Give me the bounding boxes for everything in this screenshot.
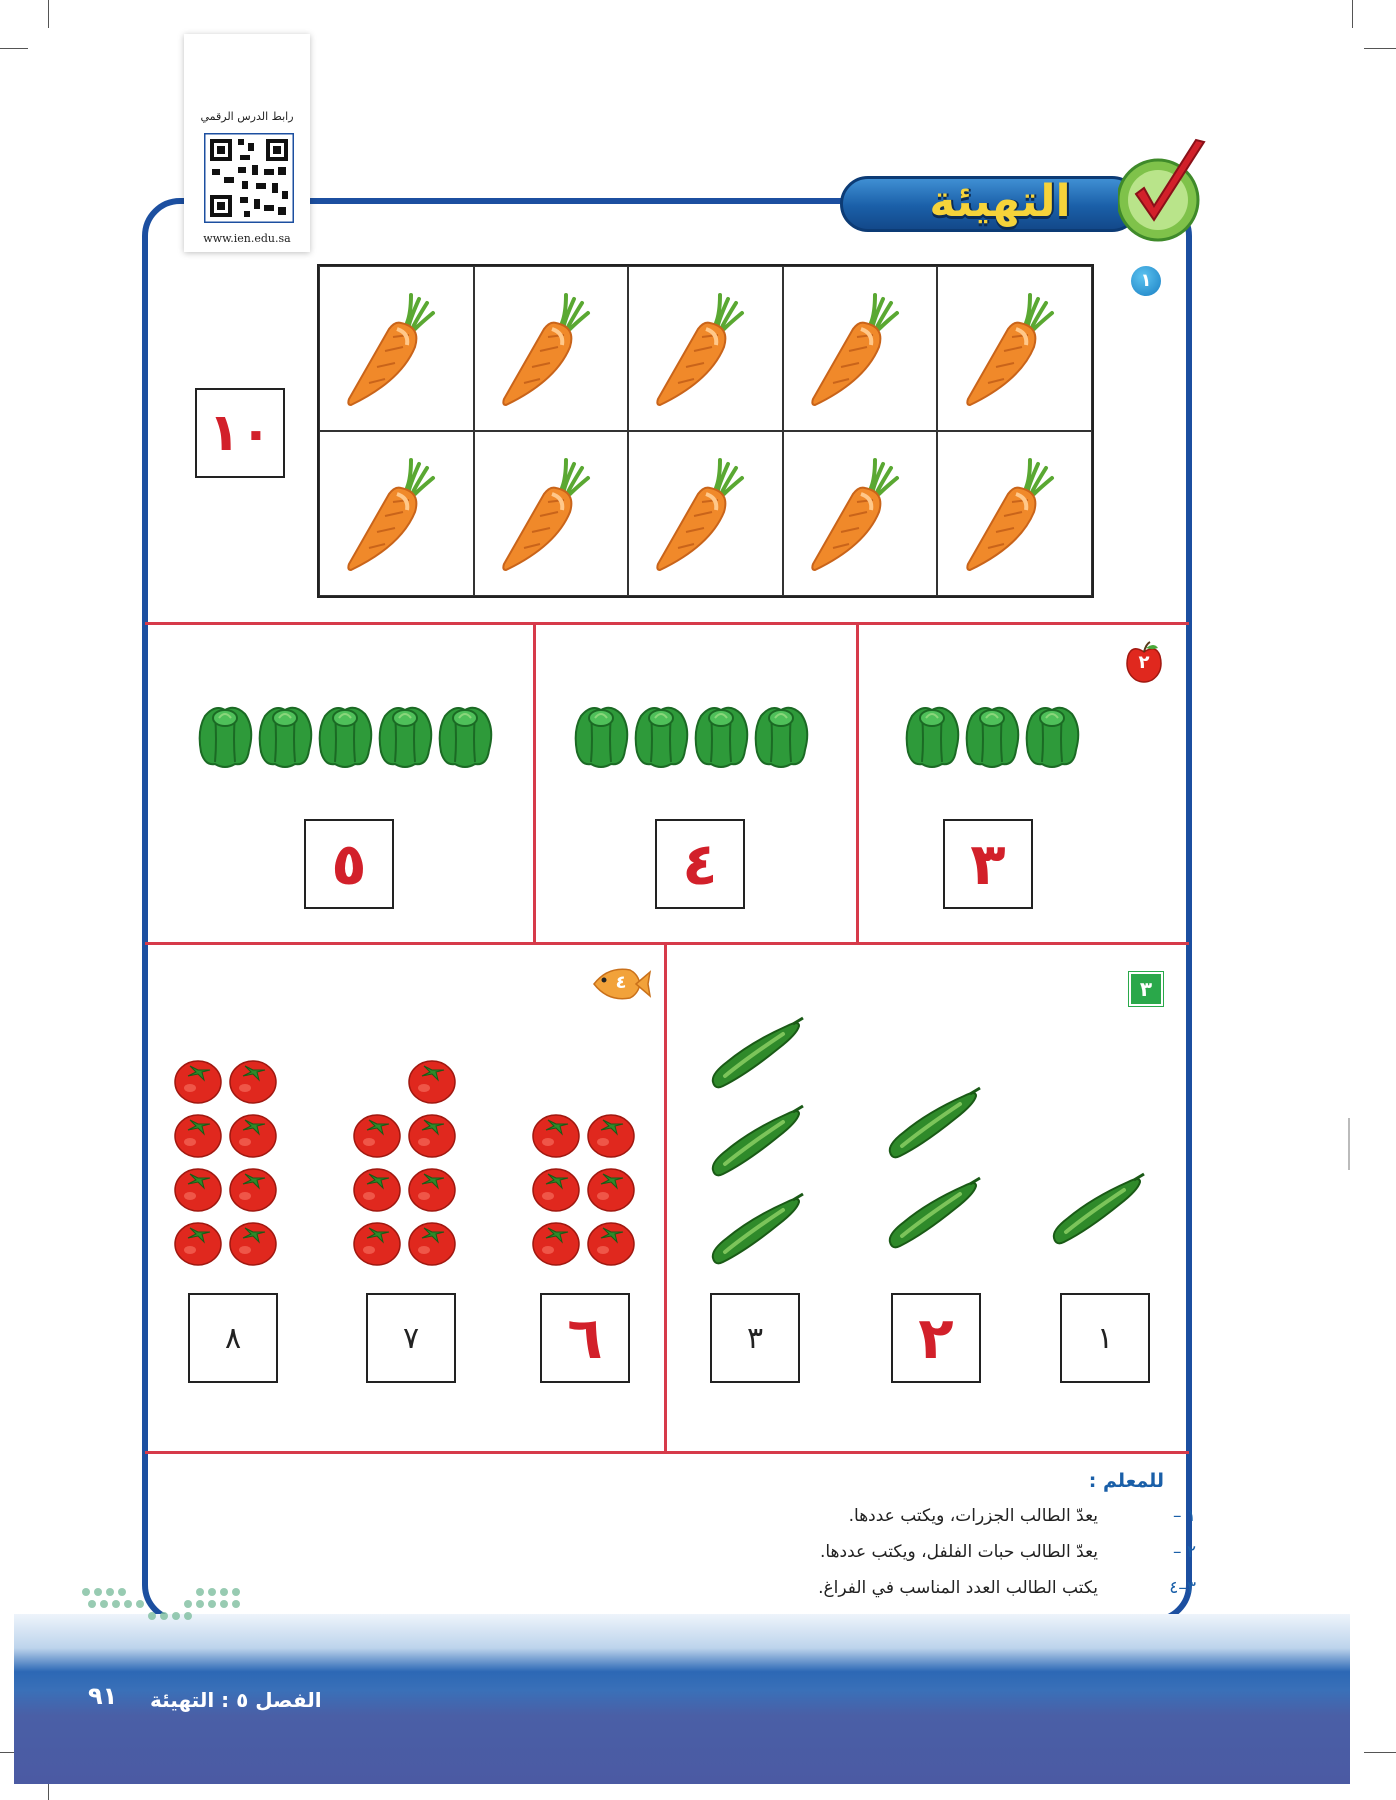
answer-cucumbers-1: ١	[1096, 1320, 1114, 1356]
crop-mark	[48, 0, 49, 28]
carrot-cell	[319, 431, 474, 596]
crop-mark	[1348, 1118, 1350, 1170]
note-text: يعدّ الطالب حبات الفلفل، ويكتب عددها.	[819, 1542, 1098, 1562]
carrot-icon	[341, 452, 451, 576]
answer-carrots: ١٠	[208, 403, 272, 463]
answer-box-cucumbers-1[interactable]	[1060, 1293, 1150, 1383]
tomato-group-7	[353, 1058, 457, 1278]
exercise-4-badge: ٤	[615, 972, 627, 993]
cucumber-group-3	[707, 1016, 817, 1282]
cucumber-icons	[1048, 1172, 1158, 1258]
answer-box-carrots[interactable]	[195, 388, 285, 478]
pepper-group-5	[195, 696, 505, 776]
crop-mark	[1352, 0, 1353, 28]
tomato-group-6	[532, 1112, 636, 1278]
pepper-icons	[902, 696, 1092, 772]
section-divider	[145, 942, 1189, 945]
crop-mark	[1364, 1752, 1396, 1753]
note-number: ٣–٤	[1169, 1578, 1196, 1598]
footer-chapter: الفصل ٥ : التهيئة	[150, 1688, 322, 1712]
answer-box-peppers-5[interactable]	[304, 819, 394, 909]
exercise-2-badge: ٢	[1138, 652, 1150, 673]
section-divider	[856, 622, 859, 942]
ministry-logo-icon	[80, 1582, 250, 1642]
cucumber-group-2	[884, 1086, 994, 1266]
carrot-icon	[805, 452, 915, 576]
carrot-cell	[783, 266, 938, 431]
tomato-icons	[532, 1112, 636, 1274]
cucumber-icons	[707, 1016, 817, 1278]
carrot-cell	[474, 266, 629, 431]
page-title: التهيئة	[929, 176, 1071, 227]
answer-box-peppers-3[interactable]	[943, 819, 1033, 909]
carrot-cell	[937, 431, 1092, 596]
pepper-icons	[195, 696, 505, 772]
carrot-icon	[650, 287, 760, 411]
answer-tomatoes-6: ٦	[567, 1304, 603, 1372]
carrot-cell	[783, 431, 938, 596]
answer-box-cucumbers-3[interactable]	[710, 1293, 800, 1383]
answer-tomatoes-7: ٧	[402, 1320, 420, 1356]
carrot-ten-frame	[317, 264, 1094, 598]
section-divider	[145, 1451, 1189, 1454]
crop-mark	[0, 48, 28, 49]
crop-mark	[1364, 48, 1396, 49]
note-number: ١ –	[1172, 1506, 1196, 1526]
carrot-icon	[341, 287, 451, 411]
note-text: يعدّ الطالب الجزرات، ويكتب عددها.	[848, 1506, 1098, 1526]
carrot-cell	[319, 266, 474, 431]
cucumber-icons	[884, 1086, 994, 1262]
answer-cucumbers-3: ٣	[746, 1320, 764, 1356]
note-number: ٢ –	[1172, 1542, 1196, 1562]
checkmark-icon	[1118, 136, 1210, 248]
answer-peppers-3: ٣	[970, 830, 1006, 898]
exercise-3-badge: ٣	[1129, 972, 1163, 1006]
carrot-icon	[960, 287, 1070, 411]
pepper-group-4	[571, 696, 821, 776]
answer-box-tomatoes-7[interactable]	[366, 1293, 456, 1383]
carrot-cell	[628, 266, 783, 431]
qr-url[interactable]: www.ien.edu.sa	[203, 232, 291, 245]
cucumber-group-1	[1048, 1172, 1158, 1262]
carrot-cell	[474, 431, 629, 596]
answer-tomatoes-8: ٨	[224, 1320, 242, 1356]
section-divider	[533, 622, 536, 942]
answer-peppers-4: ٤	[682, 830, 718, 898]
qr-code-icon[interactable]	[204, 133, 294, 223]
answer-box-tomatoes-8[interactable]	[188, 1293, 278, 1383]
carrot-icon	[496, 287, 606, 411]
note-text: يكتب الطالب العدد المناسب في الفراغ.	[818, 1578, 1098, 1598]
pepper-group-3	[902, 696, 1092, 776]
carrot-icon	[496, 452, 606, 576]
answer-box-cucumbers-2[interactable]	[891, 1293, 981, 1383]
tomato-icons	[174, 1058, 278, 1274]
section-divider	[664, 942, 667, 1452]
carrot-icon	[805, 287, 915, 411]
carrot-icon	[960, 452, 1070, 576]
section-divider	[145, 622, 1189, 625]
tomato-icons	[353, 1058, 457, 1274]
qr-label: رابط الدرس الرقمي	[200, 110, 294, 123]
carrot-icon	[650, 452, 760, 576]
carrot-cell	[937, 266, 1092, 431]
page-number: ٩١	[88, 1682, 118, 1710]
carrot-cell	[628, 431, 783, 596]
answer-cucumbers-2: ٢	[918, 1304, 954, 1372]
tomato-group-8	[174, 1058, 278, 1278]
answer-peppers-5: ٥	[331, 830, 367, 898]
pepper-icons	[571, 696, 821, 772]
answer-box-peppers-4[interactable]	[655, 819, 745, 909]
exercise-1-badge: ١	[1131, 266, 1161, 296]
answer-box-tomatoes-6[interactable]	[540, 1293, 630, 1383]
teacher-notes-title: للمعلم :	[1088, 1470, 1164, 1492]
